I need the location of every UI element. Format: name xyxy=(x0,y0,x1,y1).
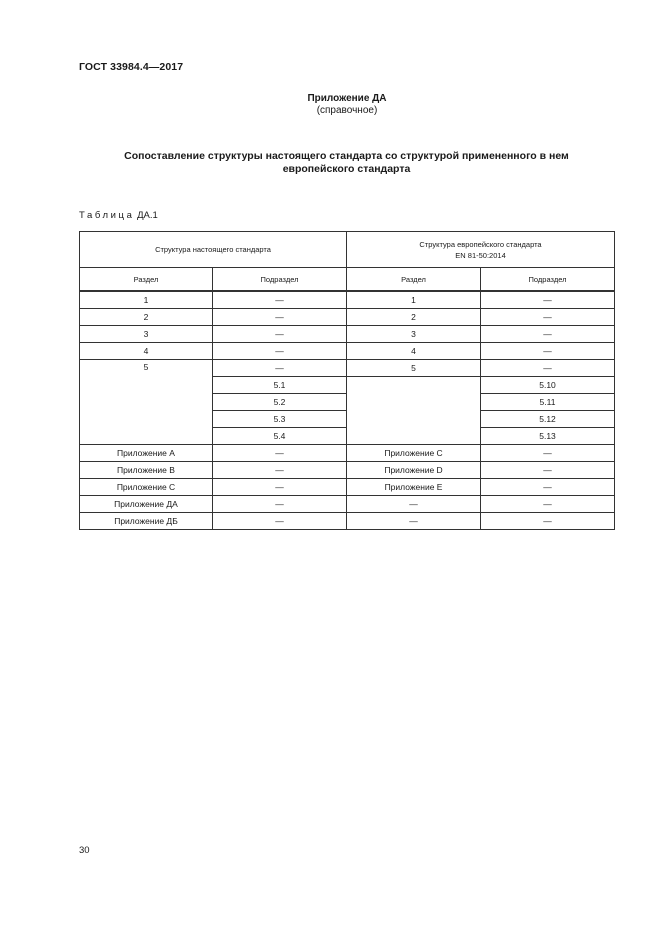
table-row xyxy=(80,291,615,309)
table-group-header-row xyxy=(80,232,615,268)
table-cell: Приложение В xyxy=(80,462,213,479)
annex-subtitle: (справочное) xyxy=(316,105,378,116)
table-cell: 3 xyxy=(347,326,481,343)
table-row xyxy=(80,343,615,360)
column-header-subsection: Подраздел xyxy=(481,268,615,292)
table-caption-prefix: Таблица xyxy=(79,210,135,221)
section-heading-line-1: Сопоставление структуры настоящего стандарта со структурой примененного в нем xyxy=(124,150,569,162)
table-cell: — xyxy=(213,326,347,343)
table-cell: — xyxy=(481,513,615,530)
table-cell: — xyxy=(481,479,615,496)
table-cell: — xyxy=(213,309,347,326)
table-cell: 5.10 xyxy=(481,377,615,394)
table-cell: 5.1 xyxy=(213,377,347,394)
table-cell: 4 xyxy=(347,343,481,360)
table-column-header-row xyxy=(80,268,615,292)
table-cell: — xyxy=(213,343,347,360)
annex-title-block xyxy=(0,93,661,117)
group-header-european-standard xyxy=(347,232,615,268)
table-row xyxy=(80,309,615,326)
table-cell: — xyxy=(481,445,615,462)
table-cell: — xyxy=(213,360,347,377)
section-heading xyxy=(79,150,614,176)
table-cell: — xyxy=(481,343,615,360)
table-cell: 2 xyxy=(80,309,213,326)
group-header-european-line-1: Структура европейского стандарта xyxy=(419,239,542,249)
table-cell: Приложение С xyxy=(347,445,481,462)
table-cell: 5.3 xyxy=(213,411,347,428)
table-cell: Приложение С xyxy=(80,479,213,496)
table-cell: 5.4 xyxy=(213,428,347,445)
column-header-subsection: Подраздел xyxy=(213,268,347,292)
table-cell: — xyxy=(481,360,615,377)
table-cell: — xyxy=(213,291,347,309)
table-row xyxy=(80,462,615,479)
table-cell: — xyxy=(481,462,615,479)
table-row xyxy=(80,360,615,377)
table-row xyxy=(80,496,615,513)
table-caption xyxy=(79,210,158,221)
document-code: ГОСТ 33984.4—2017 xyxy=(79,61,184,73)
table-cell: — xyxy=(481,496,615,513)
table-cell-merged-empty xyxy=(347,377,481,445)
table-cell: — xyxy=(213,513,347,530)
table-cell: Приложение ДБ xyxy=(80,513,213,530)
table-cell: Приложение Е xyxy=(347,479,481,496)
table-cell: — xyxy=(481,291,615,309)
column-header-section: Раздел xyxy=(80,268,213,292)
table-caption-number: ДА.1 xyxy=(137,210,158,221)
table-cell: — xyxy=(213,445,347,462)
group-header-european-line-2: EN 81-50:2014 xyxy=(455,250,506,260)
page-number: 30 xyxy=(79,845,90,856)
table-row xyxy=(80,445,615,462)
table-cell: — xyxy=(481,309,615,326)
table-cell: 5 xyxy=(347,360,481,377)
table-cell: 5.13 xyxy=(481,428,615,445)
table-cell: 2 xyxy=(347,309,481,326)
table-row xyxy=(80,479,615,496)
annex-title: Приложение ДА xyxy=(307,93,387,104)
table-cell: Приложение D xyxy=(347,462,481,479)
table-cell: — xyxy=(213,462,347,479)
table-cell: 1 xyxy=(80,291,213,309)
table-cell: — xyxy=(213,496,347,513)
table-cell: — xyxy=(347,496,481,513)
table-cell: 1 xyxy=(347,291,481,309)
table-row xyxy=(80,513,615,530)
group-header-current-standard: Структура настоящего стандарта xyxy=(80,232,347,268)
table-cell: — xyxy=(347,513,481,530)
column-header-section: Раздел xyxy=(347,268,481,292)
table-row xyxy=(80,326,615,343)
section-heading-line-2: европейского стандарта xyxy=(282,163,411,175)
table-cell: Приложение А xyxy=(80,445,213,462)
table-cell-merged-section-5: 5 xyxy=(80,360,213,445)
table-cell: Приложение ДА xyxy=(80,496,213,513)
table-cell: 3 xyxy=(80,326,213,343)
table-cell: 4 xyxy=(80,343,213,360)
table-cell: — xyxy=(481,326,615,343)
table-cell: 5.2 xyxy=(213,394,347,411)
structure-comparison-table xyxy=(79,231,615,530)
table-cell: 5.12 xyxy=(481,411,615,428)
table-cell: — xyxy=(213,479,347,496)
table-cell: 5.11 xyxy=(481,394,615,411)
